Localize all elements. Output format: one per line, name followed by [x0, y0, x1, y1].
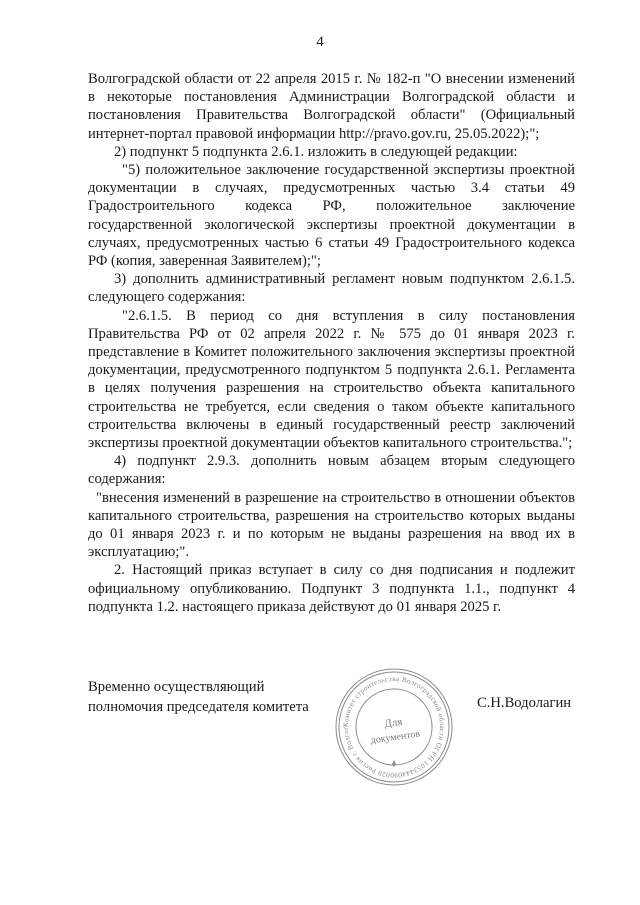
paragraph-5: "2.6.1.5. В период со дня вступления в силу постановления Правительства РФ от 02 апреля 2022 г. № 575 до 01 января 2023 г. представление в Комитет положительного заключения экспертизы проектной документации, предусмотренного подпунктом 5 подпункта 2.6.1. Регламента в целях получения разрешения на строительство объекта капитального строительства не требуется, если сведения о таком объекте капитального строительства включены в единый государственный реестр заключений экспертизы проектной документации объектов капитального строительства."; — [88, 307, 575, 452]
paragraph-7: "внесения изменений в разрешение на строительство в отношении объектов капитального строительства, разрешения на строительство которых выданы до 01 января 2023 г. и по которым не выданы разрешения на ввод их в эксплуатацию;". — [88, 489, 575, 561]
signatory-position — [88, 677, 309, 717]
stamp-center-text-2: документов — [370, 728, 421, 747]
paragraph-1: Волгоградской области от 22 апреля 2015 г. № 182-п "О внесении изменений в некоторые постановления Администрации Волгоградской области и постановления Правительства Волгоградской области" (Официальный интернет-портал правовой информации http://pravo.gov.ru, 25.05.2022);"; — [88, 71, 575, 142]
paragraph-8: 2. Настоящий приказ вступает в силу со дня подписания и подлежит официальному опубликованию. Подпункт 3 подпункта 1.1., подпункт 4 подпункта 1.2. настоящего приказа действуют до 01 января 2025 г. — [88, 562, 575, 615]
signatory-name: С.Н.Водолагин — [477, 695, 572, 711]
official-stamp — [331, 664, 457, 790]
paragraph-6: 4) подпункт 2.9.3. дополнить новым абзацем вторым следующего содержания: — [88, 453, 575, 488]
stamp-seal-icon — [331, 664, 457, 790]
paragraph-2: 2) подпункт 5 подпункта 2.6.1. изложить в следующей редакции: — [114, 143, 518, 160]
position-line-2: полномочия председателя комитета — [88, 699, 309, 715]
paragraph-4: 3) дополнить административный регламент новым подпунктом 2.6.1.5. следующего содержания: — [88, 271, 575, 306]
stamp-ring-text: Комитет строительства Волгоградской области ОГРН 1053444090028 Россия г. Волгог — [341, 674, 447, 780]
paragraph-3: "5) положительное заключение государственной экспертизы проектной документации в случаях, предусмотренных частью 3.4 статьи 49 Градостроительного кодекса РФ, положительное заключение государственной экологической экспертизы проектной документации в случаях, предусмотренных частью 6 статьи 49 Градостроительного кодекса РФ (копия, заверенная Заявителем);"; — [88, 162, 575, 270]
stamp-center-text-1: Для — [383, 715, 404, 731]
position-line-1: Временно осуществляющий — [88, 679, 265, 695]
document-body — [88, 70, 575, 616]
page-number: 4 — [316, 34, 324, 50]
